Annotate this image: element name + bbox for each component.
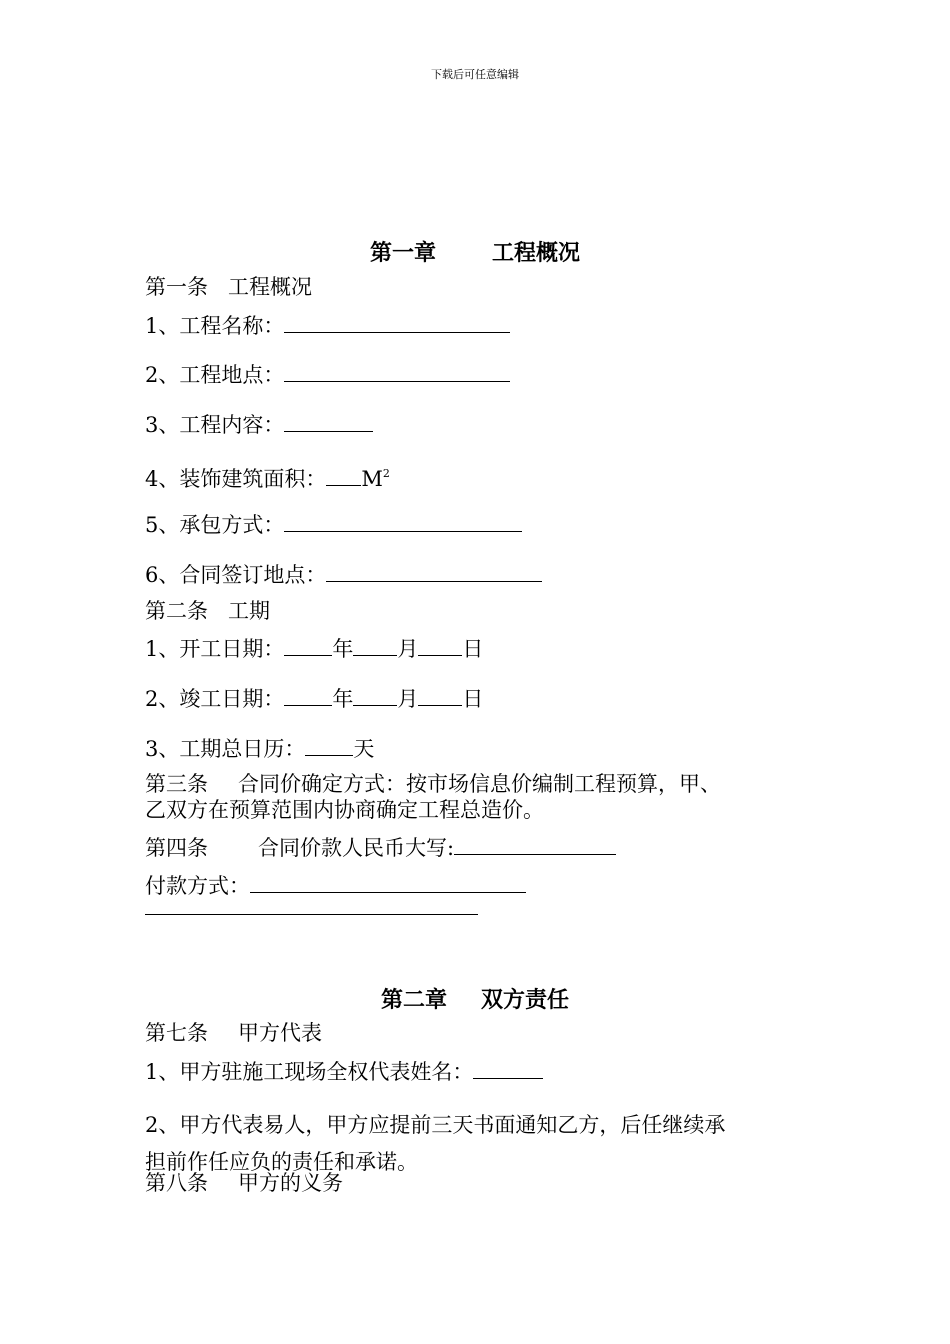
article-7-item-2-line-2: 担前作任应负的责任和承诺。 [145,1150,418,1174]
page-header-note: 下载后可任意编辑 [431,68,519,81]
article-4-label: 第四条 [145,836,208,860]
chapter-1-title: 工程概况 [492,241,581,266]
project-location-row [145,361,510,388]
total-days-label: 3、工期总日历： [145,737,306,761]
article-1-title: 工程概况 [228,275,312,299]
end-date-row [145,685,483,712]
owner-rep-blank[interactable] [473,1058,543,1079]
end-day-blank[interactable] [418,685,462,706]
article-8-heading [145,1170,343,1196]
article-7-title: 甲方代表 [238,1021,322,1045]
project-content-label: 3、工程内容： [145,413,285,437]
project-location-blank[interactable] [284,361,510,382]
start-day-blank[interactable] [418,635,462,656]
article-2-title: 工期 [228,599,270,623]
project-name-blank[interactable] [284,312,510,333]
chapter-2-title: 双方责任 [481,988,570,1013]
project-location-label: 2、工程地点： [145,363,285,387]
end-date-label: 2、竣工日期： [145,687,285,711]
article-7-label: 第七条 [145,1021,208,1045]
article-3-text-1: 合同价确定方式：按市场信息价编制工程预算，甲、 [238,772,721,796]
contract-mode-blank[interactable] [284,511,522,532]
project-name-row [145,312,510,339]
project-name-label: 1、工程名称： [145,314,285,338]
end-year-unit: 年 [332,687,354,711]
article-3-line-2: 乙双方在预算范围内协商确定工程总造价。 [145,798,544,822]
chapter-2-label: 第二章 [380,988,447,1013]
contract-mode-row [145,511,522,538]
total-days-row [145,735,374,762]
contract-price-blank[interactable] [454,834,616,855]
article-1-heading [145,274,312,300]
article-8-label: 第八条 [145,1171,208,1195]
article-1-label: 第一条 [145,275,208,299]
total-days-unit: 天 [353,737,375,761]
owner-rep-label: 1、甲方驻施工现场全权代表姓名： [145,1060,474,1084]
area-unit-sup: 2 [382,467,390,480]
end-day-unit: 日 [462,687,484,711]
start-month-unit: 月 [397,637,419,661]
start-year-unit: 年 [332,637,354,661]
end-month-unit: 月 [397,687,419,711]
area-label: 4、装饰建筑面积： [145,467,327,491]
chapter-1-label: 第一章 [369,241,436,266]
article-3-label: 第三条 [145,772,208,796]
payment-blank[interactable] [250,872,526,893]
article-7-heading [145,1020,322,1046]
article-3-paragraph [145,771,810,823]
article-3-line-1 [145,771,810,797]
payment-continuation-blank[interactable] [145,894,478,915]
article-4-text: 合同价款人民币大写: [258,836,455,860]
signing-place-row [145,561,542,588]
area-row [145,461,390,492]
total-days-blank[interactable] [305,735,353,756]
payment-continuation-row [145,894,478,921]
end-month-blank[interactable] [353,685,397,706]
chapter-2-heading [0,983,950,1014]
chapter-1-heading [0,236,950,267]
start-date-label: 1、开工日期： [145,637,285,661]
project-content-blank[interactable] [284,411,373,432]
start-month-blank[interactable] [353,635,397,656]
project-content-row [145,411,373,438]
payment-label: 付款方式： [145,874,250,898]
area-blank[interactable] [326,465,361,486]
area-unit: M [361,467,383,491]
contract-mode-label: 5、承包方式： [145,513,285,537]
start-date-row [145,635,483,662]
start-year-blank[interactable] [284,635,332,656]
article-7-item-2-line-1: 2、甲方代表易人，甲方应提前三天书面通知乙方，后任继续承 [145,1113,726,1137]
article-4-row [145,834,616,861]
signing-place-blank[interactable] [326,561,542,582]
article-2-label: 第二条 [145,599,208,623]
article-8-title: 甲方的义务 [238,1171,343,1195]
end-year-blank[interactable] [284,685,332,706]
signing-place-label: 6、合同签订地点： [145,563,327,587]
article-2-heading [145,598,270,624]
start-day-unit: 日 [462,637,484,661]
owner-rep-row [145,1058,543,1085]
